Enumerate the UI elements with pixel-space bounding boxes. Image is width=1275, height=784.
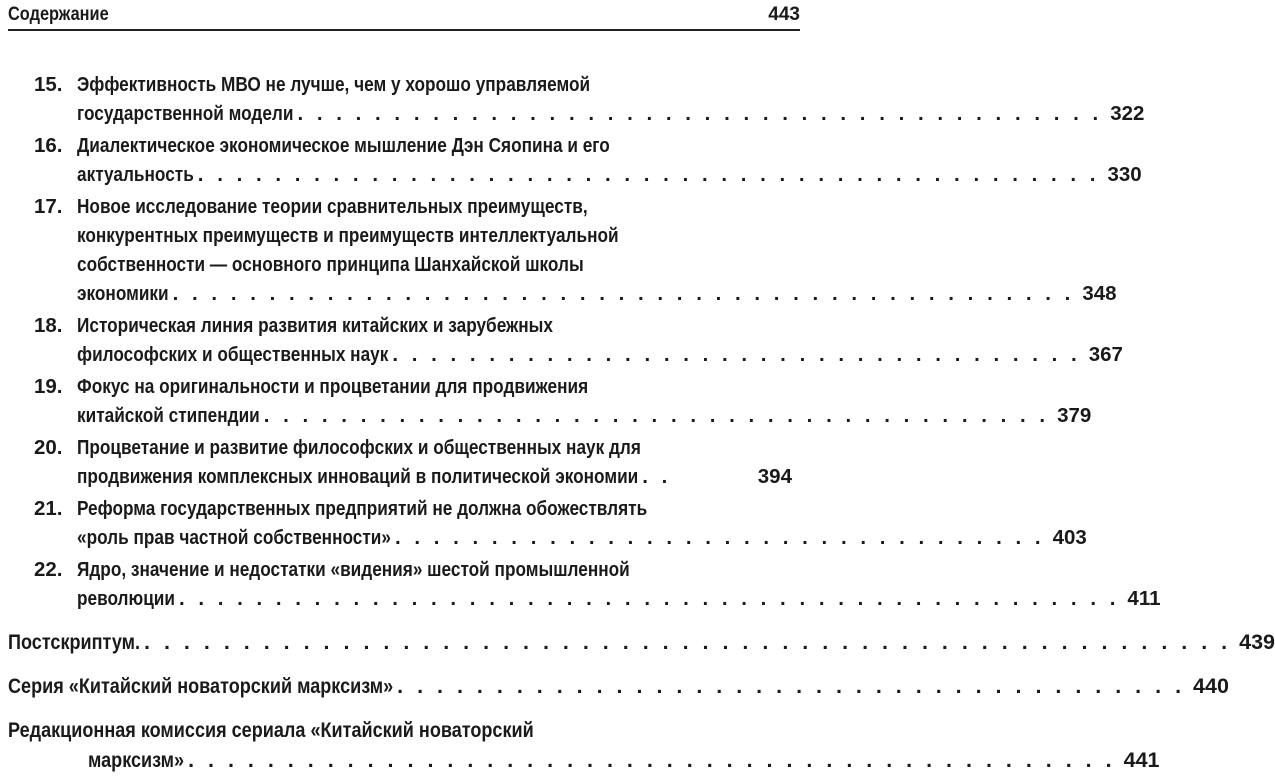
page-header xyxy=(8,0,800,32)
entry-title-line: Процветание и развитие философских и общественных наук для xyxy=(77,436,641,459)
dot-leader: . . . . . . . . . . . . . . . . . . . . . . . . . . . . . . . . . . . . . . . . . . . . . . . . . . . . . . . xyxy=(144,630,1232,654)
dot-leader: . . . . . . . . . . . . . . . . . . . . . . . . . . . . . . . . . . . . . . . . . . . . . . . xyxy=(172,282,1075,305)
dot-leader: . . xyxy=(642,465,672,488)
toc-entry[interactable] xyxy=(8,372,1092,430)
toc-entry[interactable] xyxy=(8,433,792,491)
entry-title-line: философских и общественных наук xyxy=(77,343,389,366)
dot-leader: . . . . . . . . . . . . . . . . . . . . . . . . . . . . . . . . . . . . . . . . . . . . . . . xyxy=(188,748,1116,772)
dot-leader: . . . . . . . . . . . . . . . . . . . . . . . . . . . . . . . . . . . . . . . . . . . . . . . . . xyxy=(178,587,1120,610)
entry-number: 21. xyxy=(34,497,63,520)
entry-title-line: экономики xyxy=(77,282,169,305)
running-title: Содержание xyxy=(8,4,109,25)
entry-number: 15. xyxy=(34,73,63,96)
entry-number: 16. xyxy=(34,134,63,157)
toc-entry[interactable] xyxy=(8,192,1117,308)
section-title: Редакционная комиссия сериала «Китайский новаторский xyxy=(8,718,534,742)
entry-title-line: Новое исследование теории сравнительных преимуществ, xyxy=(77,195,588,218)
dot-leader: . . . . . . . . . . . . . . . . . . . . . . . . . . . . . . . . . . . . . . . . . . . . . . . xyxy=(197,163,1100,186)
header-rule xyxy=(8,29,800,31)
entry-title-line: китайской стипендии xyxy=(77,404,260,427)
section-title: Серия «Китайский новаторский марксизм» xyxy=(8,674,394,698)
entry-page: 411 xyxy=(1127,587,1161,610)
entry-title-line: Диалектическое экономическое мышление Дэн Сяопина и его xyxy=(77,134,610,157)
entry-title-line: собственности — основного принципа Шанхайской школы xyxy=(77,253,584,276)
entry-title-line: Ядро, значение и недостатки «видения» шестой промышленной xyxy=(77,558,630,581)
dot-leader: . . . . . . . . . . . . . . . . . . . . . . . . . . . . . . . . . . . . . . . . xyxy=(397,674,1186,698)
entry-page: 348 xyxy=(1082,282,1117,305)
entry-title-line: продвижения комплексных инноваций в политической экономии xyxy=(77,465,639,488)
dot-leader: . . . . . . . . . . . . . . . . . . . . . . . . . . . . . . . . . . xyxy=(394,526,1045,549)
entry-number: 18. xyxy=(34,314,63,337)
entry-title-line: Реформа государственных предприятий не должна обожествлять xyxy=(77,497,648,520)
entry-title-line: Историческая линия развития китайских и зарубежных xyxy=(77,314,553,337)
entry-title-line: государственной модели xyxy=(77,102,294,125)
toc-entry[interactable] xyxy=(8,311,1123,369)
section-page: 440 xyxy=(1193,674,1229,698)
section-title: Постскриптум. xyxy=(8,630,141,654)
toc-section-editorial-board[interactable] xyxy=(8,715,1160,775)
entry-page: 367 xyxy=(1088,343,1123,366)
page-number: 443 xyxy=(768,4,800,25)
table-of-contents xyxy=(8,70,1275,775)
toc-entry[interactable] xyxy=(8,131,1142,189)
entry-title-line: конкурентных преимуществ и преимуществ интеллектуальной xyxy=(77,224,619,247)
section-title: марксизм» xyxy=(88,748,185,772)
toc-section-postscript[interactable] xyxy=(8,627,1275,657)
entry-page: 403 xyxy=(1052,526,1087,549)
entry-title-line: Эффективность МВО не лучше, чем у хорошо управляемой xyxy=(77,73,591,96)
entry-title-line: «роль прав частной собственности» xyxy=(77,526,391,549)
toc-entry[interactable] xyxy=(8,70,1145,128)
toc-entry[interactable] xyxy=(8,494,1087,552)
dot-leader: . . . . . . . . . . . . . . . . . . . . . . . . . . . . . . . . . . . . . . . . . xyxy=(263,404,1050,427)
toc-section-series[interactable] xyxy=(8,671,1229,701)
entry-number: 17. xyxy=(34,195,63,218)
entry-number: 22. xyxy=(34,558,63,581)
entry-page: 379 xyxy=(1057,404,1092,427)
section-page: 441 xyxy=(1123,748,1160,772)
entry-page: 330 xyxy=(1107,163,1142,186)
section-page: 439 xyxy=(1239,630,1275,654)
entry-title-line: революции xyxy=(77,587,175,610)
toc-entry[interactable] xyxy=(8,555,1161,613)
dot-leader: . . . . . . . . . . . . . . . . . . . . . . . . . . . . . . . . . . . . xyxy=(392,343,1081,366)
entry-page: 322 xyxy=(1110,102,1145,125)
entry-title-line: Фокус на оригинальности и процветании для продвижения xyxy=(77,375,589,398)
entry-number: 19. xyxy=(34,375,63,398)
entry-page: 394 xyxy=(757,465,792,488)
entry-number: 20. xyxy=(34,436,63,459)
entry-title-line: актуальность xyxy=(77,163,194,186)
dot-leader: . . . . . . . . . . . . . . . . . . . . . . . . . . . . . . . . . . . . . . . . . . xyxy=(297,102,1103,125)
